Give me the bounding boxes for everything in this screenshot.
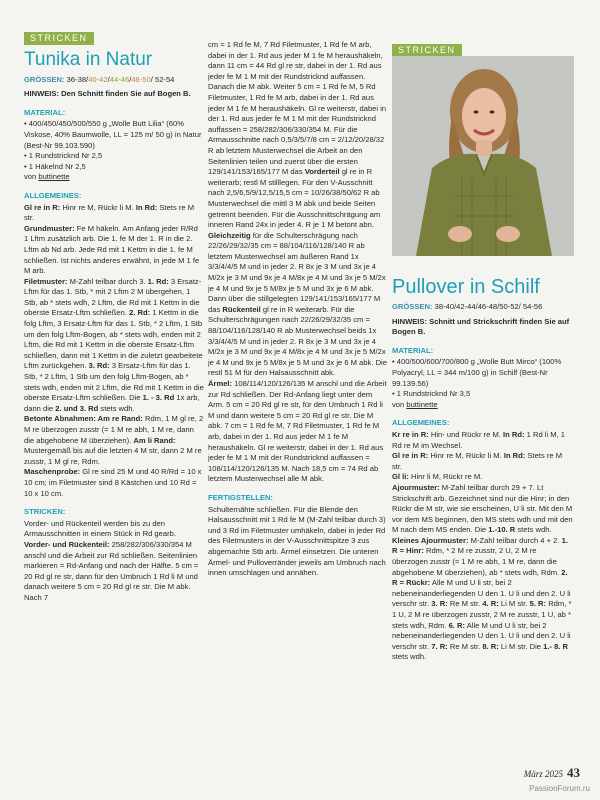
instruction-paragraph: Gl li: Hinr li M, Rückr re M. — [392, 472, 483, 482]
instruction-paragraph: Kleines Ajourmuster: M-Zahl teilbar durch 4 + 2. 1. R = Hinr: Rdm, * 2 M re zusstr, 2 U, 2 M re überzogen zusstr (= 1 M re abh, 1 M re, dann die abgehobene M überziehen), ab * stets wdh, Rdm. 2. R = Rückr: Alle M und U li str, bei 2 nebeneinanderliegenden U den 1. U li und den 2. U li verschr str. 3. R: Re M str. 4. R: Li M str. 5. R: Rdm, * 1 U, 2 M re überzogen zusstr, 2 M re zusstr, 1 U, ab * stets wdh, Rdm. 6. R: Alle M und U li str, bei 2 nebeneinanderliegenden U den 1. U li und den 2. U li verschr str. 7. R: Re M str. 8. R: Li M str. Die 1.- 8. R stets wdh. — [392, 535, 572, 662]
model-photo — [392, 56, 574, 256]
allgemein-heading: ALLGEMEINES: — [392, 418, 450, 428]
instruction-paragraph: Kr re in R: Hin- und Rückr re M. In Rd: 1 Rd li M, 1 Rd re M im Wechsel. — [392, 429, 566, 450]
material-item: • 1 Rundstricknd Nr 3,5 — [392, 389, 471, 399]
instruction-paragraph: Schulternähte schließen. Für die Blende den Halsausschnitt mit 1 Rd fe M (M-Zahl teilbar durch 3) und 3 Rd im Filetmuster umhäkeln, dabei in jeder Rd des Filetmusters in der V-Ausschnittspitze 3 zus abgemachte Stb arb. Ärmel einsetzen. Die unteren Ärmel- und Pulloverränder jeweils am Umbruch nach innen umschlagen und annähen. — [208, 504, 386, 578]
supplier-line: von buttinette — [24, 172, 70, 182]
sizes-line — [392, 302, 574, 313]
instruction-paragraph: Filetmuster: M-Zahl teilbar durch 3. 1. Rd: 3 Ersatz-Lftm für das 1. Stb, * mit 2 Lftm 2 M übergehen, 1 Stb, ab * stets wdh, 2 Lftm, die Rd mit 1 Kettm in die oberste Ersatz-Lftm schließen. 2. Rd: 1 Kettm in die folg Lftm, 3 Ersatz-Lftm für das 1. Stb, * 2 Lftm, 1 Stb um den folg Lftm-Bogen, ab * stets wdh, enden mit 2 Lftm, die Rd mit 1 Kettm in die oberste Ersatz-Lftm schließen, dann mit 1 Kettm in die zuletzt gearbeitete Lftm zurückgehen. 3. Rd: 3 Ersatz-Lftm für das 1. Stb, * 2 Lftm, 1 Stb um den folg Lftm-Bogen, ab * stets wdh, enden mit 2 Lftm, die Rd mit 1 Kettm in die oberste Ersatz-Lftm schließen. Die 1. - 3. Rd 1x arb, dann die 2. und 3. Rd stets wdh. — [24, 276, 204, 413]
supplier-link[interactable]: buttinette — [406, 399, 438, 409]
issue-date: März 2025 — [523, 769, 563, 779]
sizes-label: GRÖSSEN: — [392, 302, 433, 311]
instruction-paragraph: cm = 1 Rd fe M, 7 Rd Filetmuster, 1 Rd fe M arb, dabei in der 1. Rd aus jeder M 1 fe M heraushäkeln, dann 11 cm = 44 Rd gl re str, dabei in der 1. Rd aus jeder fe M 1 M mit der Rundstricknd auffassen. Danach die M abk. Weiter 5 cm = 1 Rd fe M, 5 Rd Filetmuster, 1 Rd fe M arb, dabei in der 1. Rd aus jeder M 1 fe M heraushäkeln. Gl re weiterstr, dabei in der 1. Rd aus jeder fe M 1 M mit der Rundstricknd auffassen = 258/282/306/330/354 M. Für die Armausschnitte nach 0,5/3/5/7/8 cm = 2/12/20/28/32 R ab letztem Musterwechsel die Arbeit an den Seitenlinien teilen und zuerst über die ersten 129/141/153/165/177 M das Vorderteil gl re in R weiterarb; restl M stilllegen. Für den V-Ausschnitt nach 2,5/6,5/9/12,5/15,5 cm = 10/26/38/50/62 R ab Musterwechsel die mittl 3 M abk und beide Seiten getrennt beenden. Für die Ausschnittschrägung am inneren Rand 24x in jeder 4. R je 1 M betont abn. Gleichzeitig für die Schulterschrägung nach 22/26/29/32/35 cm = 88/104/116/128/140 R ab letztem Musterwechsel am äußeren Rand 1x 3/3/4/4/5 M und in jeder 2. R 8x je 3 M und 3x je 4 M/2x je 3 M und 9x je 4 M/8x je 4 M und 3x je 5 M/2x je 4 M und 9x je 5 M/8x je 5 M und 3x je 6 M abk. Dann über die stillgelegten 129/141/153/165/177 M das Rückenteil gl re in R weiterarb. Für die Schulterschrägungen nach 22/26/29/32/35 cm = 88/104/116/128/140 R ab Musterwechsel beids 1x 3/3/4/4/5 M und in jeder 2. R 8x je 3 M und 3x je 4 M/2x je 3 M und 9x je 4 M/8x je 4 M und 3x je 5 M/2x je 4 M und 9x je 5 M/8x je 5 M und 3x je 6 M abk. Die restl 51 M für den Halsausschnitt abk. — [208, 40, 387, 378]
photo-illustration — [392, 56, 574, 256]
sizes-value: 36-38/40-42/44-46/48-50/ 52-54 — [66, 74, 175, 84]
sizes-line — [24, 75, 204, 86]
instruction-paragraph: Gl re in R: Hinr re M, Rückr li M. In Rd: Stets re M str. — [24, 202, 195, 223]
hinweis: HINWEIS: Schnitt und Strickschrift finden Sie auf Bogen B. — [392, 316, 570, 337]
material-item: • 400/500/600/700/800 g „Wolle Butt Mirco“ (100% Polyacryl, LL = 344 m/100 g) in Schilf (Best-Nr 99.139.56) — [392, 357, 562, 388]
instruction-paragraph: Vorder- und Rückenteil werden bis zu den Armausschnitten in einem Stück in Rd gearb. — [24, 518, 176, 539]
left-column — [24, 32, 204, 604]
page-footer — [524, 765, 580, 781]
instruction-paragraph: Betonte Abnahmen: Am re Rand: Rdm, 1 M gl re, 2 M re überzogen zusstr (= 1 M re abh, 1 M re, dann die abgehobene M überziehen). Am li Rand: Mustergemäß bis auf die letzten 4 M str, dann 2 M re zusstr, 1 M gl re, Rdm. — [24, 414, 204, 466]
stricken-heading: STRICKEN: — [24, 507, 66, 517]
article-title: Pullover in Schilf — [392, 276, 540, 298]
instruction-paragraph: Maschenprobe: Gl re sind 25 M und 40 R/Rd = 10 x 10 cm; im Filetmuster sind 8 Kästchen und 10 Rd = 10 x 10 cm. — [24, 467, 202, 498]
supplier-line: von buttinette — [392, 399, 438, 409]
material-heading: MATERIAL: — [392, 345, 434, 355]
instruction-paragraph: Gl re in R: Hinr re M, Rückr li M. In Rd: Stets re M str. — [392, 451, 563, 471]
sizes-value: 38-40/42-44/46-48/50-52/ 54-56 — [434, 302, 543, 311]
instruction-paragraph: Ajourmuster: M-Zahl teilbar durch 29 + 7. Lt Strickschrift arb. Gezeichnet sind nur die Hinr; in den Rückr die M str, wie sie erscheinen, U li str. Mit den M vor dem MS beginnen, den MS stets wdh und mit den M nach dem MS enden. Die 1.-10. R stets wdh. — [392, 482, 573, 535]
instruction-paragraph: Vorder- und Rückenteil: 258/282/306/330/354 M anschl und die Arbeit zur Rd schließen. Seitenlinien markieren = Rd-Anfang und nach der Hälfte. 5 cm = 20 Rd gl re str, dann für den Umbruch 1 Rd li M und danach weitere 5 cm = 20 Rd gl re str. Die M abk. Nach 7 — [24, 539, 199, 602]
allgemein-heading: ALLGEMEINES: — [24, 190, 82, 200]
instruction-paragraph: Ärmel: 108/114/120/126/135 M anschl und die Arbeit zur Rd schließen. Der Rd-Anfang liegt unter dem Arm. 5 cm = 20 Rd gl re str, für den Umbruch 1 Rd li M und dann weitere 5 cm = 20 Rd gl re str. Die M abk. 7 cm = 1 Rd fe M, 7 Rd Filetmuster, 1 Rd fe M arb, dabei in der 1. Rd aus jeder M 1 fe M heraushäkeln. Gl re weiterstr, dabei in der 1. Rd aus jeder fe M 1 M mit der Rundstricknd auffassen = 108/114/120/126/135 M. Nach 18,5 cm = 74 Rd ab letztem Musterwechsel alle M abk. — [208, 379, 387, 484]
page-number: 43 — [567, 765, 580, 780]
middle-column — [208, 40, 388, 579]
material-item: • 1 Rundstricknd Nr 2,5 — [24, 151, 103, 161]
right-column — [392, 272, 574, 663]
section-tag: STRICKEN — [24, 32, 94, 45]
material-heading: MATERIAL: — [24, 107, 66, 117]
section-tag: STRICKEN — [392, 44, 462, 56]
fertig-heading: FERTIGSTELLEN: — [208, 492, 273, 502]
watermark: PassionForum.ru — [529, 784, 590, 793]
hinweis: HINWEIS: Den Schnitt finden Sie auf Bogen B. — [24, 89, 191, 99]
material-item: • 400/450/450/500/550 g „Wolle Butt Lilia“ (60% Viskose, 40% Baumwolle, LL = 125 m/ 50 g) in Natur (Best-Nr 99.103.590) — [24, 119, 202, 150]
sizes-label: GRÖSSEN: — [24, 74, 65, 84]
article-title: Tunika in Natur — [24, 48, 153, 70]
material-item: • 1 Häkelnd Nr 2,5 — [24, 161, 86, 171]
instruction-paragraph: Grundmuster: Fe M häkeln. Am Anfang jeder R/Rd 1 Lftm zusätzlich arb. Die 1. fe M der 1. R in die 2. Lftm ab Nd arb. Jede Rd mit 1 Kettm in die 1. fe M schließen. Ist nichts anderes erwähnt, in jede M 1 fe M arb. — [24, 223, 200, 276]
supplier-link[interactable]: buttinette — [38, 172, 70, 182]
